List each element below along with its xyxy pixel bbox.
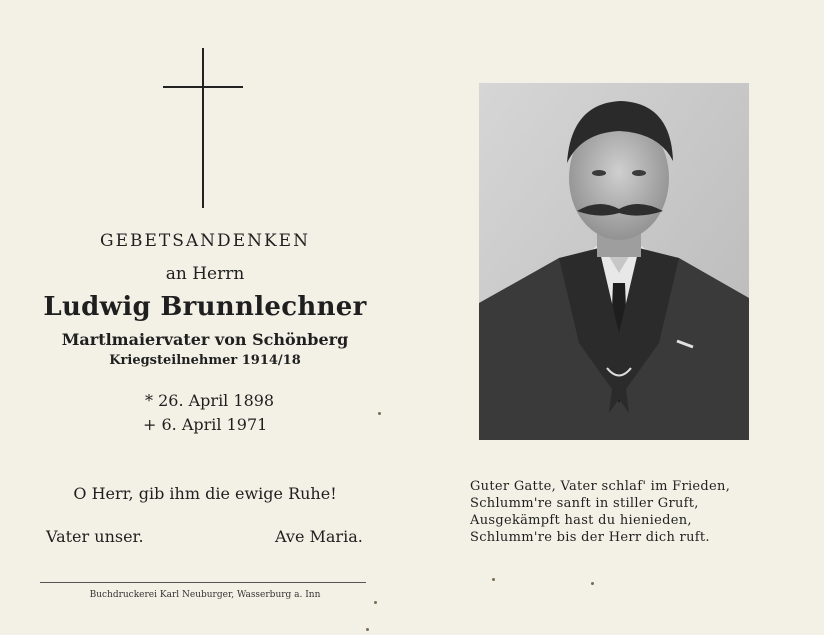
cross-horizontal-bar <box>163 86 243 88</box>
deceased-role: Martlmaiervater von Schönberg <box>61 330 349 349</box>
prayer-line: O Herr, gib ihm die ewige Ruhe! <box>73 484 337 503</box>
paper-speck <box>378 412 381 415</box>
poem <box>470 478 730 546</box>
poem-line: Guter Gatte, Vater schlaf' im Frieden, <box>470 479 731 494</box>
card-heading: GEBETSANDENKEN <box>100 231 310 251</box>
birth-date: * 26. April 1898 <box>145 391 275 410</box>
paper-speck <box>591 582 594 585</box>
war-service: Kriegsteilnehmer 1914/18 <box>109 353 301 368</box>
death-date: + 6. April 1971 <box>143 415 268 434</box>
printer-credit: Buchdruckerei Karl Neuburger, Wasserburg a. Inn <box>89 590 321 600</box>
deceased-name: Ludwig Brunnlechner <box>43 292 367 322</box>
name-prefix: an Herrn <box>165 264 245 284</box>
prayer-right: Ave Maria. <box>275 527 363 546</box>
prayer-left: Vater unser. <box>46 527 144 546</box>
paper-speck <box>366 628 369 631</box>
cross-vertical-bar <box>202 48 204 208</box>
footer-divider <box>40 582 366 583</box>
poem-line: Ausgekämpft hast du hienieden, <box>470 513 692 528</box>
paper-speck <box>492 578 495 581</box>
poem-line: Schlumm're bis der Herr dich ruft. <box>470 530 710 545</box>
portrait-photo <box>479 83 749 440</box>
paper-speck <box>374 601 377 604</box>
poem-line: Schlumm're sanft in stiller Gruft, <box>470 496 699 511</box>
